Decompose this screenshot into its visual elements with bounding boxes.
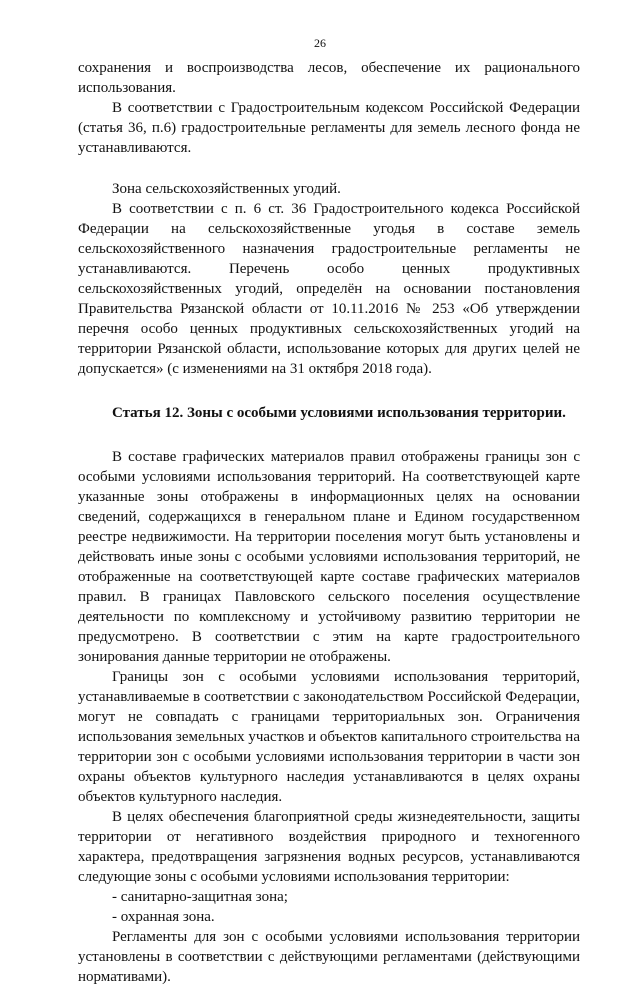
list-item: - санитарно-защитная зона; [112,889,288,905]
paragraph-agricultural-land: В соответствии с п. 6 ст. 36 Градостроительного кодекса Российской Федерации на сельскохозяйственные угодья в составе земель сельскохозяйственного назначения градостроительные регламенты не устанавливаются. Перечень особо ценных продуктивных сельскохозяйственных угодий, определён на основании постановления Правительства Рязанской области от 10.11.2016 № 253 «Об утверждении перечня особо ценных продуктивных сельскохозяйственных угодий на территории Рязанской области, использование которых для других целей не допускается» (с изменениями на 31 октября 2018 года). [78,201,580,377]
page-number: 26 [314,36,326,50]
paragraph-forest-continuation: сохранения и воспроизводства лесов, обеспечение их рационального использования. [78,60,580,96]
paragraph-regulations-closing: Регламенты для зон с особыми условиями использования территории установлены в соответствии с действующими регламентами (действующими нормативами). [78,929,580,985]
paragraph-graphic-materials: В составе графических материалов правил отображены границы зон с особыми условиями использования территорий. На соответствующей карте указанные зоны отображены в информационных целях на основании сведений, содержащихся в генеральном плане и Едином государственном реестре недвижимости. На территории поселения могут быть установлены и действовать иные зоны с особыми условиями использования территорий, не отображенные на соответствующей карте составе графических материалов правил. В границах Павловского сельского поселения осуществление деятельности по комплексному и устойчивому развитию территории не предусмотрено. В соответствии с этим на карте градостроительного зонирования данные территории не отображены. [78,449,580,665]
article-heading: Статья 12. Зоны с особыми условиями использования территории. [112,405,566,421]
spacer [78,423,580,447]
spacer [78,158,580,179]
document-body [78,58,580,987]
paragraph-environment-protection: В целях обеспечения благоприятной среды жизнедеятельности, защиты территории от негативного воздействия природного и техногенного характера, предотвращения загрязнения водных ресурсов, устанавливаются следующие зоны с особыми условиями использования территории: [78,809,580,885]
zone-title: Зона сельскохозяйственных угодий. [112,181,341,197]
list-item: - охранная зона. [112,909,215,925]
paragraph-forest-regulations: В соответствии с Градостроительным кодексом Российской Федерации (статья 36, п.6) градостроительные регламенты для земель лесного фонда не устанавливаются. [78,100,580,156]
paragraph-zone-boundaries: Границы зон с особыми условиями использования территорий, устанавливаемые в соответствии с законодательством Российской Федерации, могут не совпадать с границами территориальных зон. Ограничения использования земельных участков и объектов капитального строительства на территории зон с особыми условиями использования территории в части зон охраны объектов культурного наследия устанавливаются в целях охраны объектов культурного наследия. [78,669,580,805]
spacer [78,379,580,403]
